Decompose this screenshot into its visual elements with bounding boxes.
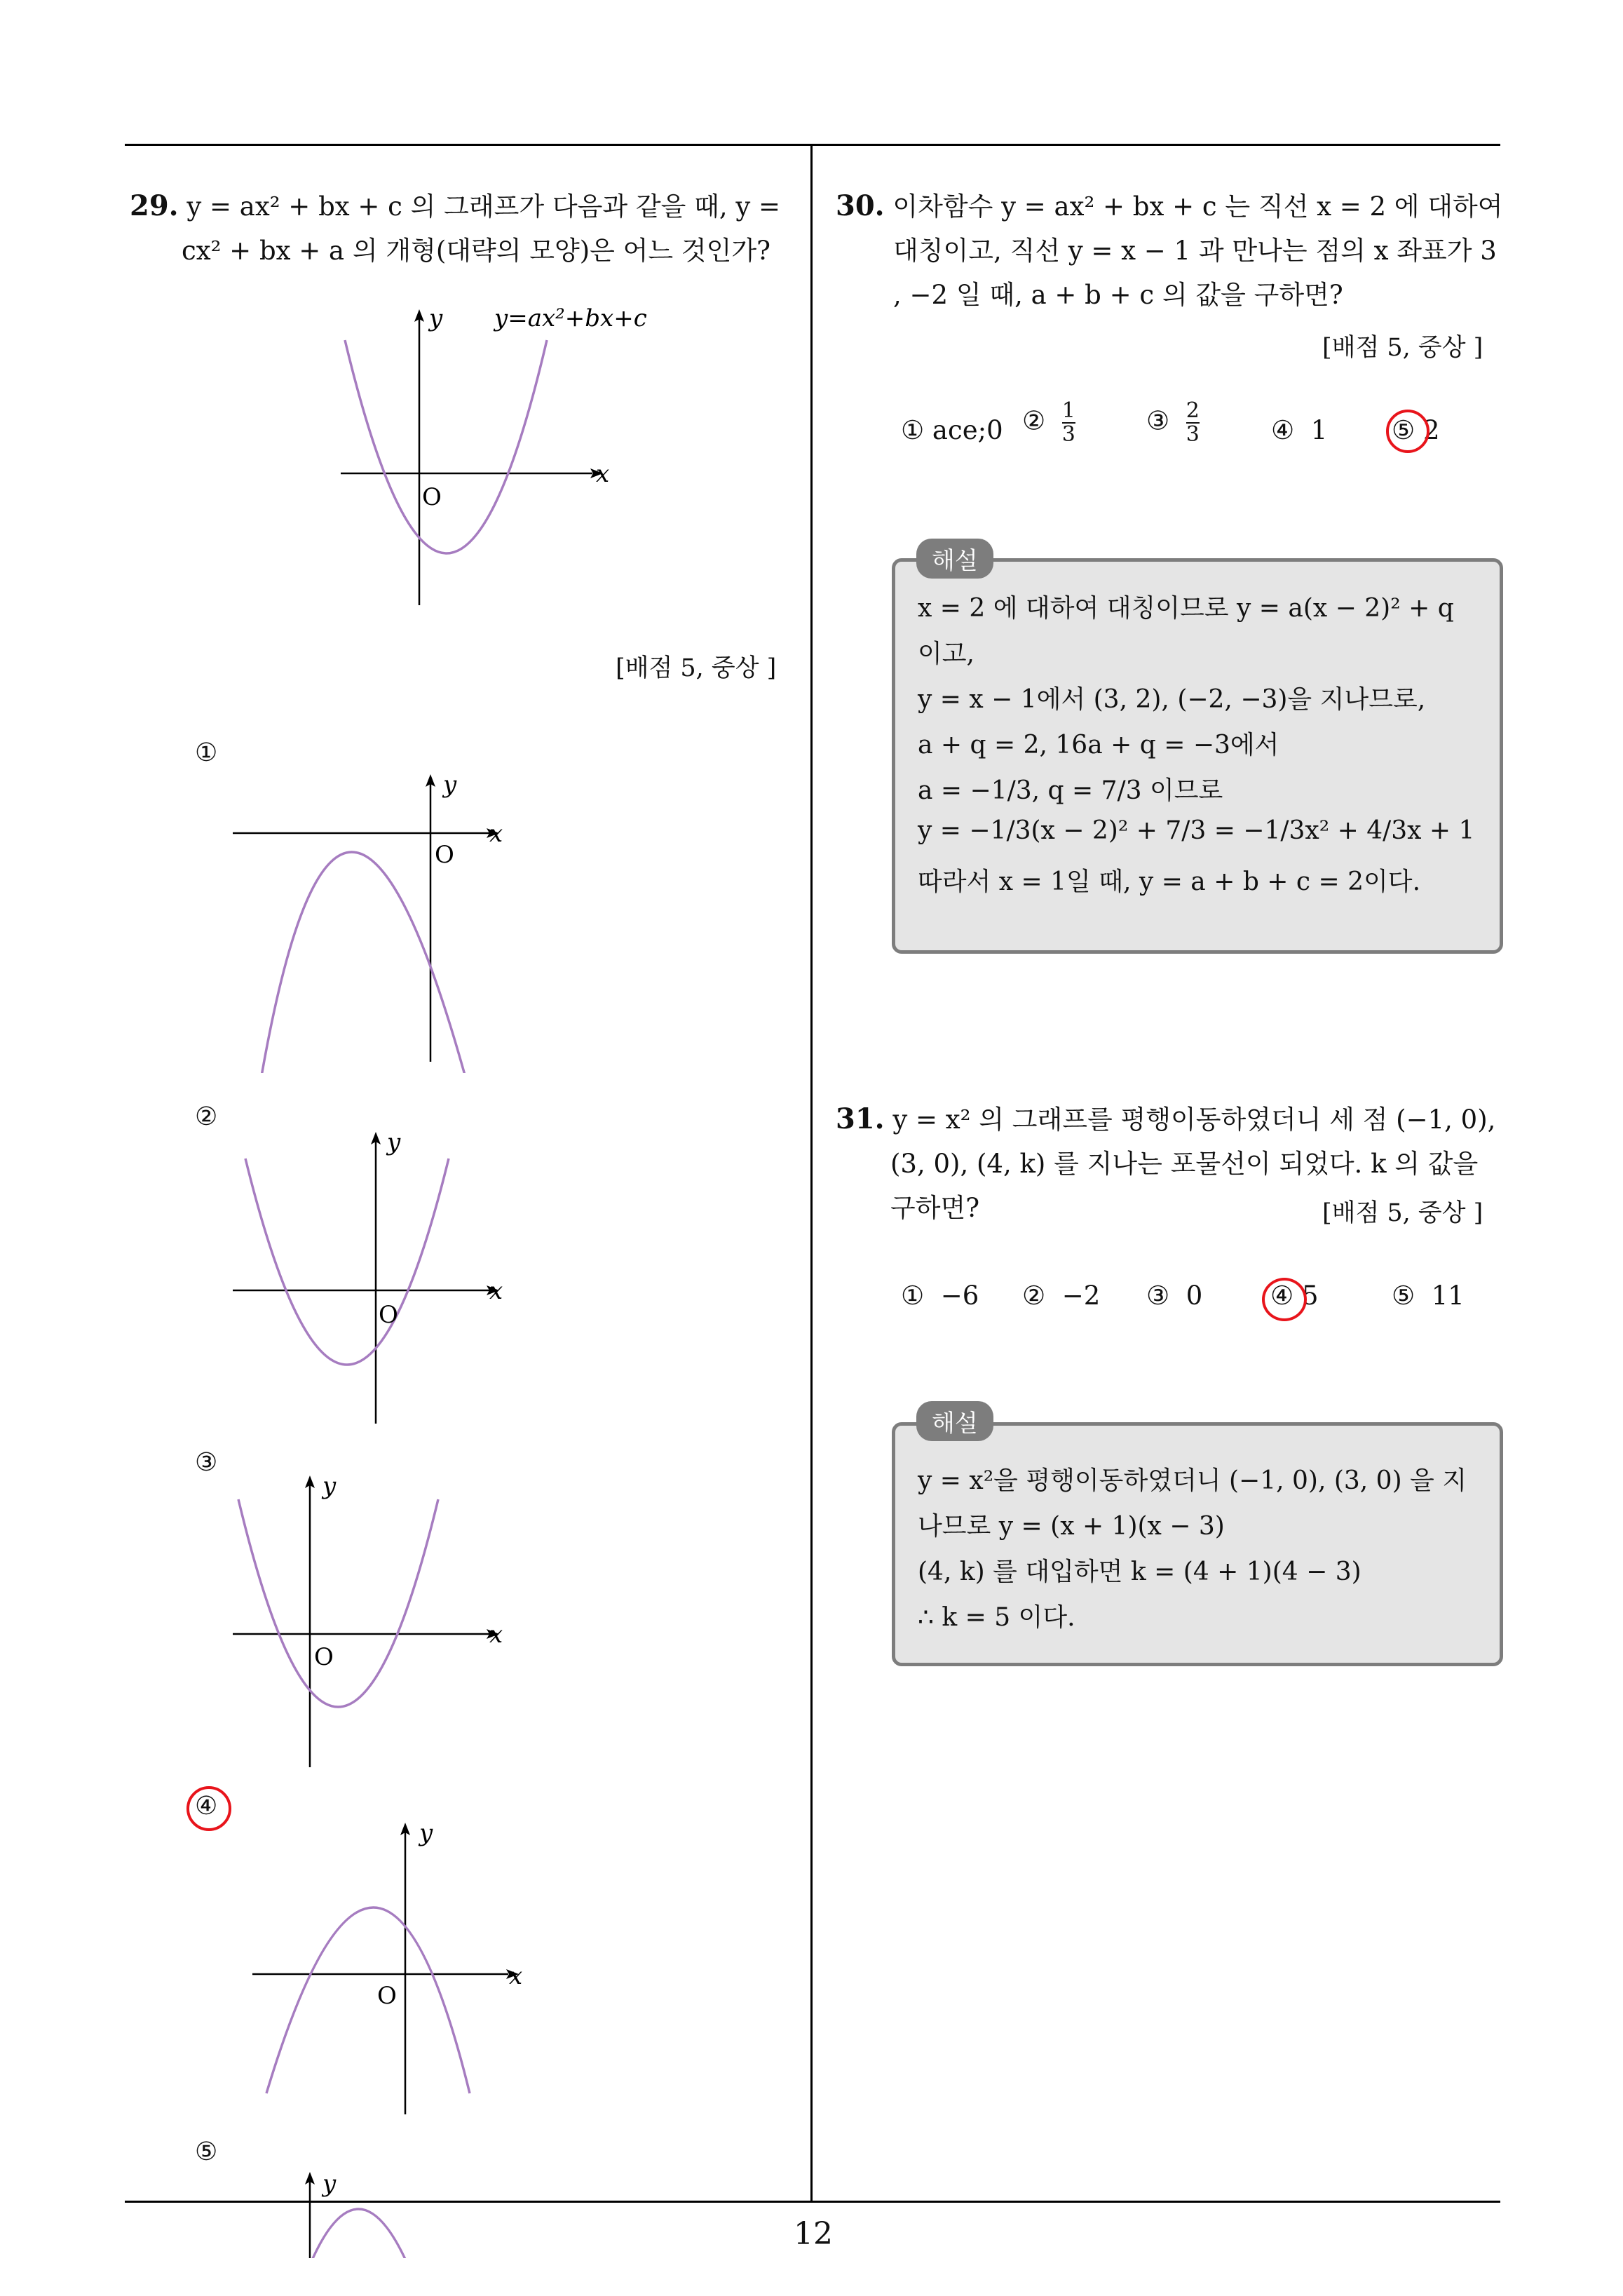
q30-score: [배점 5, 중상 ] bbox=[1322, 334, 1483, 362]
svg-text:O: O bbox=[379, 1301, 398, 1329]
q29-parabola bbox=[345, 340, 547, 553]
q30-option-3[interactable]: ③ $\frac{2}{3}$ bbox=[1146, 398, 1200, 447]
q29-choice-1-label: ① bbox=[195, 738, 218, 767]
q29-score: [배점 5, 중상 ] bbox=[616, 654, 777, 682]
graph-equation-label: y=ax²+bx+c bbox=[494, 304, 647, 332]
q30-line1-text: 이차함수 y = ax² + bx + c 는 직선 x = 2 에 대하여 bbox=[892, 191, 1503, 222]
svg-text:x: x bbox=[489, 1277, 503, 1305]
q31-option-4[interactable]: ④ 5 bbox=[1270, 1281, 1319, 1311]
q29-choice-3-curve bbox=[238, 1499, 438, 1707]
q31-option-3[interactable]: ③ 0 bbox=[1146, 1281, 1203, 1311]
q31-sol-line3: (4, k) 를 대입하면 k = (4 + 1)(4 − 3) bbox=[918, 1558, 1361, 1586]
q29-line1-text: y = ax² + bx + c 의 그래프가 다음과 같을 때, y = bbox=[186, 191, 781, 222]
q31-number: 31. bbox=[836, 1102, 885, 1135]
q30-option-1[interactable]: ① ace;0 bbox=[901, 415, 1003, 445]
q29-answer-circle bbox=[186, 1786, 231, 1831]
svg-text:y: y bbox=[419, 1819, 433, 1847]
q30-sol-line5: a = −1/3, q = 7/3 이므로 bbox=[918, 776, 1223, 805]
svg-text:y: y bbox=[322, 2170, 337, 2198]
origin-label: O bbox=[422, 483, 442, 511]
axis-y-label: y bbox=[429, 304, 443, 332]
svg-text:y: y bbox=[387, 1128, 401, 1156]
q31-sol-line2: 나므로 y = (x + 1)(x − 3) bbox=[918, 1512, 1225, 1541]
q29-choice-5-curve bbox=[291, 2209, 428, 2258]
q29-choice-5-graph bbox=[266, 2163, 477, 2258]
q29-line1 bbox=[130, 184, 803, 229]
q31-line1-text: y = x² 의 그래프를 평행이동하였더니 세 점 (−1, 0), bbox=[892, 1105, 1496, 1135]
q29-choice-4-graph bbox=[238, 1813, 533, 2121]
svg-text:y: y bbox=[443, 771, 457, 799]
q29-choice-2-label: ② bbox=[195, 1102, 218, 1131]
q30-line2: 대칭이고, 직선 y = x − 1 과 만나는 점의 x 좌표가 3 bbox=[893, 236, 1497, 266]
svg-text:y: y bbox=[322, 1472, 337, 1500]
q31-answer-circle bbox=[1262, 1278, 1307, 1321]
fraction: $\frac{1}{3}$ bbox=[1061, 398, 1075, 447]
q31-solution-tag: 해설 bbox=[916, 1401, 993, 1441]
q30-sol-line2: 이고, bbox=[918, 640, 975, 668]
column-divider bbox=[810, 144, 813, 2202]
q31-option-1[interactable]: ① −6 bbox=[901, 1281, 979, 1311]
q31-line2: (3, 0), (4, k) 를 지나는 포물선이 되었다. k 의 값을 bbox=[890, 1149, 1479, 1179]
q30-sol-line6: y = −1/3(x − 2)² + 7/3 = −1/3x² + 4/3x + 1 bbox=[918, 816, 1475, 845]
q31-line3: 구하면? bbox=[890, 1193, 980, 1223]
q29-choice-4-label: ④ bbox=[195, 1792, 218, 1821]
page-number: 12 bbox=[794, 2216, 833, 2252]
q29-choice-2-graph bbox=[224, 1122, 519, 1431]
q30-solution-tag: 해설 bbox=[916, 539, 993, 579]
fraction: $\frac{2}{3}$ bbox=[1186, 398, 1200, 447]
q30-solution-box bbox=[892, 558, 1503, 954]
q30-sol-line7: 따라서 x = 1일 때, y = a + b + c = 2이다. bbox=[918, 867, 1421, 896]
top-rule bbox=[125, 144, 1500, 146]
q31-solution-box bbox=[892, 1422, 1503, 1666]
q29-choice-1-graph bbox=[224, 764, 519, 1073]
q30-sol-line1: x = 2 에 대하여 대칭이므로 y = a(x − 2)² + q bbox=[918, 594, 1454, 623]
q29-choice-3-label: ③ bbox=[195, 1448, 218, 1477]
q29-choice-5-label: ⑤ bbox=[195, 2138, 218, 2166]
q29-text bbox=[130, 184, 803, 273]
svg-text:x: x bbox=[489, 1621, 503, 1649]
q31-options bbox=[901, 1281, 1504, 1323]
q31-score: [배점 5, 중상 ] bbox=[1322, 1199, 1483, 1227]
q31-option-2[interactable]: ② −2 bbox=[1022, 1281, 1101, 1311]
q31-sol-line1: y = x²을 평행이동하였더니 (−1, 0), (3, 0) 을 지 bbox=[918, 1466, 1467, 1495]
q29-given-graph bbox=[330, 298, 680, 621]
q30-line1 bbox=[836, 184, 1509, 229]
q31-sol-line4: ∴ k = 5 이다. bbox=[918, 1603, 1075, 1632]
q30-sol-line4: a + q = 2, 16a + q = −3에서 bbox=[918, 731, 1279, 759]
q30-option-5[interactable]: ⑤ 2 bbox=[1392, 415, 1440, 445]
svg-text:x: x bbox=[509, 1962, 523, 1990]
q29-number: 29. bbox=[130, 189, 179, 222]
svg-text:O: O bbox=[377, 1982, 397, 2010]
svg-text:x: x bbox=[489, 820, 503, 848]
q29-choice-2-curve bbox=[245, 1159, 449, 1365]
q29-choice-1-curve bbox=[261, 852, 466, 1073]
q29-line2: cx² + bx + a 의 개형(대략의 모양)은 어느 것인가? bbox=[182, 236, 770, 266]
svg-text:O: O bbox=[435, 841, 454, 869]
axis-x-label: x bbox=[596, 460, 610, 488]
q30-text bbox=[836, 184, 1509, 317]
q30-number: 30. bbox=[836, 189, 885, 222]
q30-answer-circle bbox=[1386, 410, 1430, 453]
q29-choice-3-graph bbox=[224, 1466, 519, 1774]
svg-text:O: O bbox=[314, 1643, 334, 1671]
q30-option-2[interactable]: ② $\frac{1}{3}$ bbox=[1022, 398, 1075, 447]
q30-option-4[interactable]: ④ 1 bbox=[1271, 415, 1328, 445]
q29-choice-4-curve bbox=[266, 1907, 470, 2093]
q31-line1 bbox=[836, 1097, 1509, 1142]
q30-sol-line3: y = x − 1에서 (3, 2), (−2, −3)을 지나므로, bbox=[918, 685, 1426, 714]
q31-option-5[interactable]: ⑤ 11 bbox=[1392, 1281, 1465, 1311]
q30-line3: , −2 일 때, a + b + c 의 값을 구하면? bbox=[893, 280, 1343, 310]
